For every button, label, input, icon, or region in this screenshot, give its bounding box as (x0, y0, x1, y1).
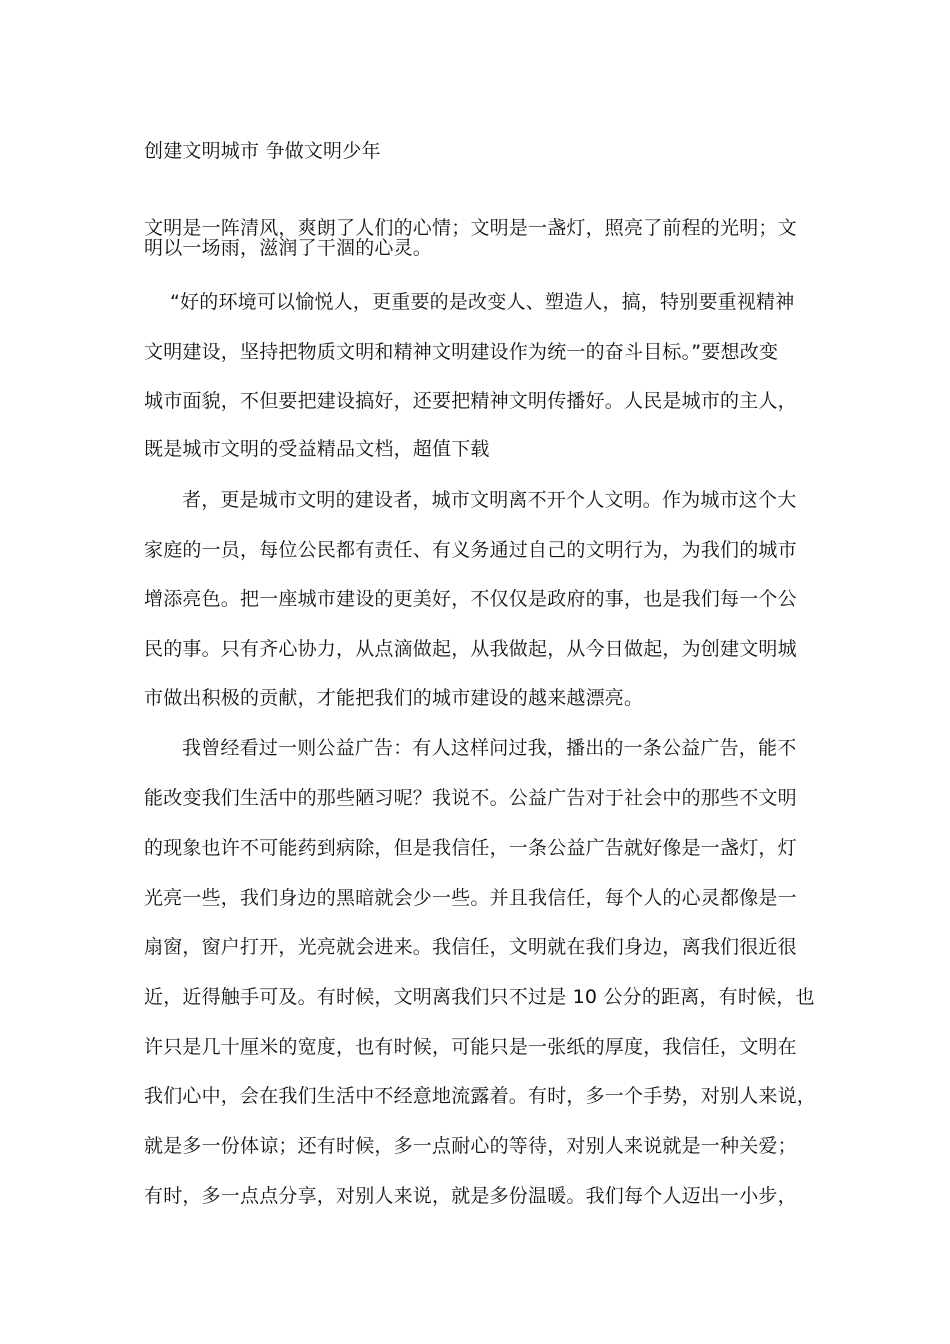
text-line: 城市面貌，不但要把建设搞好，还要把精神文明传播好。人民是城市的主人， (144, 390, 797, 412)
text-line: 扇窗，窗户打开，光亮就会进来。我信任，文明就在我们身边，离我们很近很 (144, 936, 797, 958)
text-line: 光亮一些，我们身边的黑暗就会少一些。并且我信任，每个人的心灵都像是一 (144, 887, 797, 909)
text-line: 文明是一阵清风，爽朗了人们的心情；文明是一盏灯，照亮了前程的光明；文 (144, 217, 797, 239)
text-line: 的现象也许不可能药到病除，但是我信任，一条公益广告就好像是一盏灯，灯 (144, 837, 797, 859)
text-line: 市做出积极的贡献，才能把我们的城市建设的越来越漂亮。 (144, 687, 644, 709)
text-line: 能改变我们生活中的那些陋习呢？我说不。公益广告对于社会中的那些不文明 (144, 787, 797, 809)
text-line: 许只是几十厘米的宽度，也有时候，可能只是一张纸的厚度，我信任，文明在 (144, 1036, 797, 1058)
text-line: 文明建设，坚持把物质文明和精神文明建设作为统一的奋斗目标。”要想改变 (144, 341, 779, 363)
text-line: “好的环境可以愉悦人，更重要的是改变人、塑造人，搞，特别要重视精神 (170, 291, 795, 313)
text-line: 我们心中，会在我们生活中不经意地流露着。有时，多一个手势，对别人来说， (144, 1085, 817, 1107)
text-line: 既是城市文明的受益精品文档，超值下载 (144, 438, 490, 460)
text-line: 者，更是城市文明的建设者，城市文明离不开个人文明。作为城市这个大 (182, 489, 797, 511)
text-line: 民的事。只有齐心协力，从点滴做起，从我做起，从今日做起，为创建文明城 (144, 638, 797, 660)
text-line: 我曾经看过一则公益广告：有人这样问过我，播出的一条公益广告，能不 (182, 737, 797, 759)
text-line: 明以一场雨，滋润了干涸的心灵。 (144, 237, 433, 259)
text-line: 近，近得触手可及。有时候，文明离我们只不过是 10 公分的距离，有时候，也 (144, 986, 815, 1008)
document-title: 创建文明城市 争做文明少年 (144, 140, 381, 162)
text-line: 就是多一份体谅；还有时候，多一点耐心的等待，对别人来说就是一种关爱； (144, 1135, 797, 1157)
text-line: 有时，多一点点分享，对别人来说，就是多份温暖。我们每个人迈出一小步， (144, 1185, 797, 1207)
text-line: 家庭的一员，每位公民都有责任、有义务通过自己的文明行为，为我们的城市 (144, 539, 797, 561)
text-line: 增添亮色。把一座城市建设的更美好，不仅仅是政府的事，也是我们每一个公 (144, 588, 797, 610)
